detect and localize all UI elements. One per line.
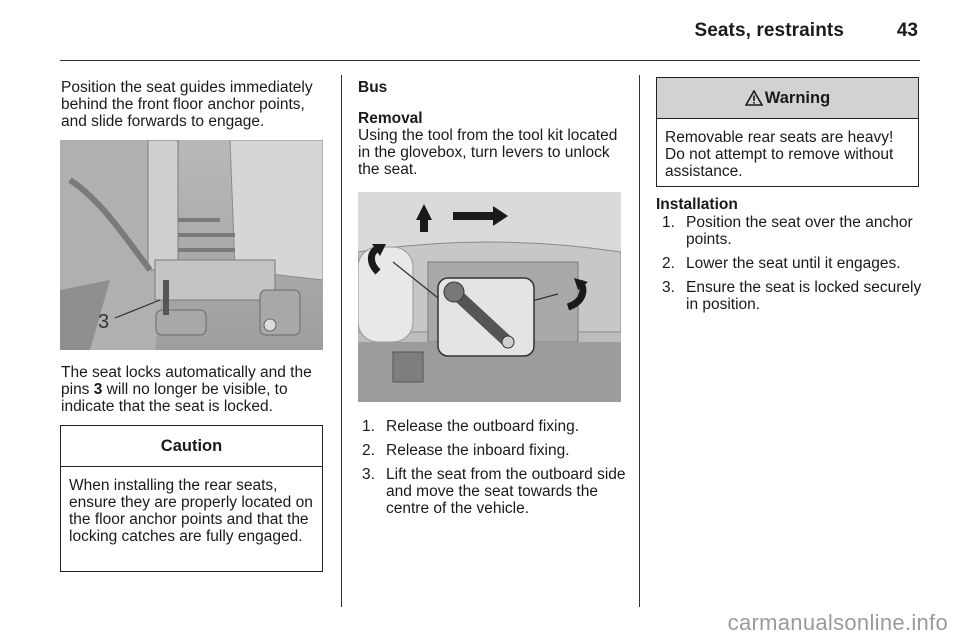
step-text: Position the seat over the anchor points. [686, 214, 913, 248]
caution-title: Caution [61, 426, 322, 467]
installation-heading: Installation [656, 196, 738, 213]
seat-guide-illustration [60, 140, 323, 350]
seat-removal-figure [358, 192, 621, 402]
list-item [362, 466, 628, 517]
lock-text-start: The seat locks automatically and the pins [61, 364, 312, 398]
warning-header [657, 78, 918, 119]
caution-body: When installing the rear seats, ensure they are properly located on the floor anchor points and that the locking catches are fully engaged. [69, 477, 313, 545]
column-divider-2 [639, 75, 640, 607]
column-2 [358, 79, 628, 178]
page-title: Seats, restraints [694, 20, 844, 41]
step-number: 3. [362, 466, 375, 483]
header-rule [60, 60, 920, 61]
step-text: Ensure the seat is locked securely in position. [686, 279, 922, 313]
list-item [662, 214, 922, 248]
pin-reference: 3 [93, 381, 103, 398]
intro-paragraph: Position the seat guides immediately behind the front floor anchor points, and slide forwards to engage. [61, 79, 313, 130]
step-number: 2. [662, 255, 675, 272]
step-number: 1. [662, 214, 675, 231]
step-number: 2. [362, 442, 375, 459]
step-text: Lower the seat until it engages. [686, 255, 901, 272]
column-1 [61, 79, 331, 130]
column-divider-1 [341, 75, 342, 607]
watermark: carmanualsonline.info [727, 610, 948, 635]
seat-removal-illustration [358, 192, 621, 402]
caution-box [60, 425, 323, 572]
warning-body: Removable rear seats are heavy! Do not attempt to remove without assistance. [665, 129, 894, 180]
lock-text-end: will no longer be visible, to indicate that the seat is locked. [61, 381, 288, 415]
installation-section [656, 196, 922, 320]
step-number: 1. [362, 418, 375, 435]
page-number: 43 [896, 20, 918, 41]
lock-paragraph [61, 364, 331, 415]
list-item [662, 279, 922, 313]
list-item [362, 418, 628, 435]
removal-heading: Removal [358, 110, 423, 127]
step-text: Lift the seat from the outboard side and move the seat towards the centre of the vehicle. [386, 466, 626, 517]
bus-heading: Bus [358, 79, 388, 96]
step-text: Release the inboard fixing. [386, 442, 570, 459]
warning-triangle-icon [745, 90, 763, 106]
list-item [362, 442, 628, 459]
warning-box [656, 77, 919, 187]
removal-intro: Using the tool from the tool kit located in the glovebox, turn levers to unlock the seat. [358, 127, 618, 178]
step-number: 3. [662, 279, 675, 296]
step-text: Release the outboard fixing. [386, 418, 580, 435]
removal-steps [362, 418, 628, 524]
figure-callout-3: 3 [98, 311, 110, 333]
seat-guide-figure [60, 140, 323, 350]
warning-title: Warning [764, 88, 831, 107]
list-item [662, 255, 922, 272]
